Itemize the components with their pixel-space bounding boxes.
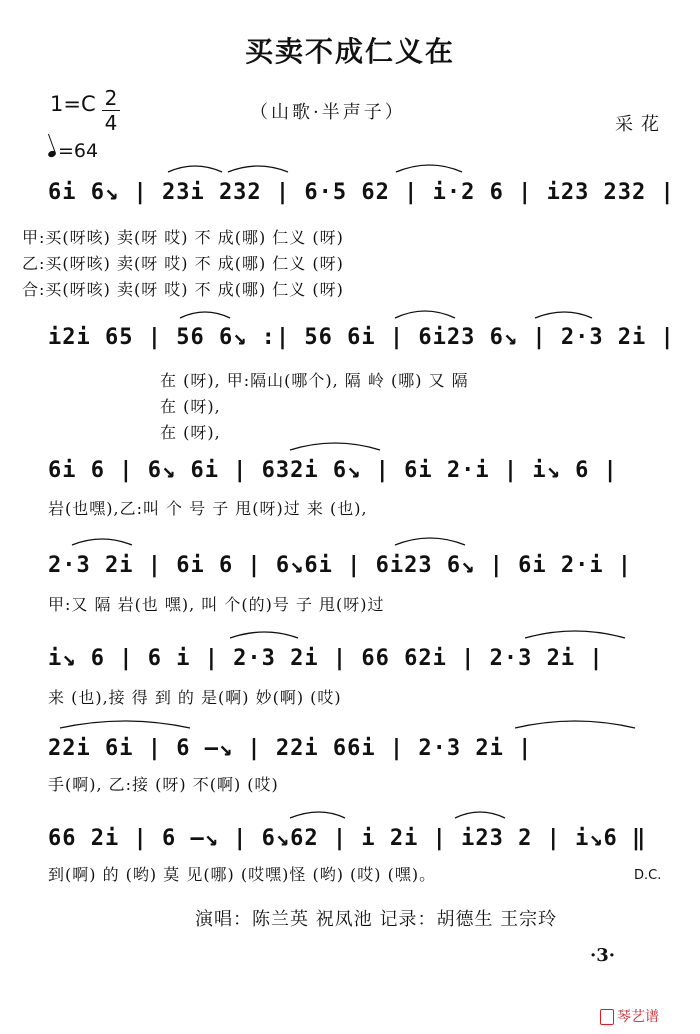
slur-arc (455, 812, 505, 818)
slur-arc (60, 721, 190, 728)
key-signature: 1=C (50, 92, 96, 116)
slur-arc (290, 812, 345, 818)
lyric-line-7: 到(啊) 的 (哟) 莫 见(哪) (哎嘿)怪 (哟) (哎) (嘿)。 (48, 865, 437, 884)
lyric-line-6: 手(啊), 乙:接 (呀) 不(啊) (哎) (48, 775, 279, 794)
source-label: 采花 (615, 114, 667, 135)
piano-logo-icon (600, 1009, 614, 1025)
watermark-logo (600, 1006, 659, 1026)
genre-label: （山歌·半声子） (250, 102, 406, 123)
staff-line-4: 2·3 2i | 6i 6 | 6↘6i | 6i23 6↘ | 6i 2·i | (48, 553, 633, 578)
lyric-line-1b: 乙:买(呀咳) 卖(呀 哎) 不 成(哪) 仁义 (呀) (22, 254, 344, 273)
watermark-text: 琴艺谱 (617, 1009, 659, 1025)
time-signature-top: 2 (104, 86, 118, 110)
lyric-line-2b: 在 (呀), (160, 397, 221, 416)
page-number: ·3· (590, 945, 616, 966)
lyric-line-2c: 在 (呀), (160, 423, 221, 442)
lyric-line-3: 岩(也嘿),乙:叫 个 号 子 甩(呀)过 来 (也), (48, 499, 368, 518)
slur-arc (228, 166, 288, 172)
slur-arc (180, 312, 230, 318)
staff-line-6: 22i 6i | 6 –↘ | 22i 66i | 2·3 2i | (48, 736, 533, 761)
slur-arc (395, 538, 465, 545)
credits: 演唱：陈兰英 祝凤池 记录：胡德生 王宗玲 (195, 909, 558, 930)
staff-line-7: 66 2i | 6 –↘ | 6↘62 | i 2i | i23 2 | i↘6 ‖ (48, 826, 647, 851)
staff-line-1: 6i 6↘ | 23i 232 | 6·5 62 | i·2 6 | i23 232 | (48, 180, 675, 205)
slur-arc (290, 443, 380, 450)
da-capo-marking: D.C. (634, 868, 662, 883)
lyric-line-1c: 合:买(呀咳) 卖(呀 哎) 不 成(哪) 仁义 (呀) (22, 280, 344, 299)
slur-arc (396, 165, 462, 172)
tempo-value: =64 (58, 140, 99, 162)
lyric-line-1a: 甲:买(呀咳) 卖(呀 哎) 不 成(哪) 仁义 (呀) (22, 228, 344, 247)
lyric-line-5: 来 (也),接 得 到 的 是(啊) 妙(啊) (哎) (48, 688, 342, 707)
staff-line-2: i2i 65 | 56 6↘ :| 56 6i | 6i23 6↘ | 2·3 2i | (48, 325, 675, 350)
slur-arc (535, 312, 592, 318)
slur-arc (395, 311, 455, 318)
staff-line-3: 6i 6 | 6↘ 6i | 632i 6↘ | 6i 2·i | i↘ 6 | (48, 458, 618, 483)
slur-arc (72, 539, 132, 545)
slur-arc (168, 166, 222, 172)
slur-arc (525, 631, 625, 638)
slur-arc (230, 632, 298, 638)
lyric-line-2a: 在 (呀), 甲:隔山(哪个), 隔 岭 (哪) 又 隔 (160, 371, 469, 390)
staff-line-5: i↘ 6 | 6 i | 2·3 2i | 66 62i | 2·3 2i | (48, 646, 604, 671)
lyric-line-4: 甲:又 隔 岩(也 嘿), 叫 个(的)号 子 甩(呀)过 (48, 595, 385, 614)
time-signature-bottom: 4 (104, 111, 118, 135)
slur-arc (515, 721, 635, 728)
song-title: 买卖不成仁义在 (244, 35, 455, 68)
